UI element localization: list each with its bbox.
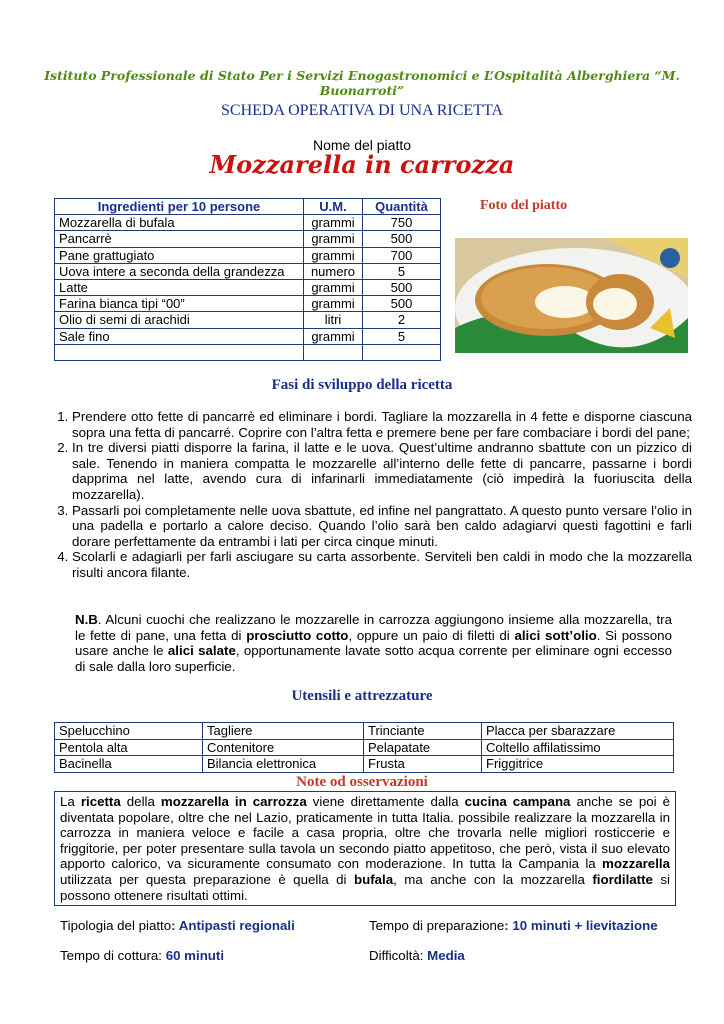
step-item: 2. In tre diversi piatti disporre la farina, il latte e le uova. Quest’ultime andranno sbattute con un pizzico di sale. Tenendo in maniera compatta le mozzarelle all’interno delle fette di pancarre, passarne i bordi dapprima nel latte, avendo cura di infarinarli immediatamente (ciò impedirà la fuoriuscita della mozzarella). <box>72 440 692 502</box>
step-item: 3. Passarli poi completamente nelle uova sbattute, ed infine nel pangrattato. A questo punto versare l’olio in una padella e portarlo a calore deciso. Quando l’olio sarà ben caldo adagiarvi questi fagottini e farli dorare perfettamente da entrambi i lati per circa cinque minuti. <box>72 503 692 550</box>
tool-cell: Placca per sbarazzare <box>482 723 674 740</box>
nb-bold: prosciutto cotto <box>246 627 349 643</box>
ingredient-unit <box>304 344 363 360</box>
ingredient-unit: grammi <box>304 215 363 231</box>
ingredient-unit: grammi <box>304 279 363 295</box>
tool-cell: Coltello affilatissimo <box>482 739 674 756</box>
ingredients-table <box>54 198 441 361</box>
notes-bold: bufala <box>353 871 394 887</box>
ingredients-header: Ingredienti per 10 persone <box>55 199 304 215</box>
notes-box <box>54 791 676 906</box>
tool-cell: Bilancia elettronica <box>203 756 364 773</box>
nb-text: , opportunamente lavate sotto acqua corrente per eliminare ogni eccesso di sale dalla loro superficie. <box>75 643 672 674</box>
dish-name: Mozzarella in carrozza <box>209 150 515 179</box>
ingredient-unit: grammi <box>304 247 363 263</box>
tools-row <box>55 739 674 756</box>
tool-cell: Tagliere <box>203 723 364 740</box>
tool-cell: Contenitore <box>203 739 364 756</box>
tipologia-value: : Antipasti regionali <box>171 918 295 933</box>
step-item: 4. Scolarli e adagiarli per farli asciugare su carta assorbente. Serviteli ben caldi in modo che la mozzarella risulti ancora filante. <box>72 549 692 580</box>
unit-header: U.M. <box>304 199 363 215</box>
ingredient-name: Farina bianca tipi “00” <box>55 296 304 312</box>
step-item: 1. Prendere otto fette di pancarrè ed eliminare i bordi. Tagliare la mozzarella in 4 fette e disporne ciascuna sopra una fetta di pancarré. Coprire con l’altra fetta e premere bene per fare combaciare i bordi del pane; <box>72 409 692 440</box>
phases-title: Fasi di sviluppo della ricetta <box>271 377 453 393</box>
notes-text: si possono ottenere risultati ottimi. <box>60 871 670 903</box>
notes-bold: mozzarella in carrozza <box>160 794 307 809</box>
steps-list <box>52 409 692 581</box>
ingredient-row <box>55 247 441 263</box>
dish-photo <box>455 238 688 353</box>
prep-time <box>369 918 658 933</box>
prep-time-label: Tempo di preparazione <box>369 918 505 933</box>
ingredient-unit: numero <box>304 263 363 279</box>
nb-bold: alici sott’olio <box>514 627 597 643</box>
nb-text: . Si possono usare anche le <box>75 627 672 659</box>
difficulty <box>369 948 465 963</box>
tools-row <box>55 723 674 740</box>
document-title: SCHEDA OPERATIVA DI UNA RICETTA <box>221 102 503 119</box>
ingredient-qty: 2 <box>363 312 441 328</box>
tool-cell: Pentola alta <box>55 739 203 756</box>
ingredient-name: Olio di semi di arachidi <box>55 312 304 328</box>
ingredient-row <box>55 263 441 279</box>
notes-bold: cucina campana <box>464 794 571 809</box>
ingredient-qty: 500 <box>363 231 441 247</box>
photo-title: Foto del piatto <box>480 198 568 213</box>
ingredient-qty: 5 <box>363 263 441 279</box>
ingredient-unit: grammi <box>304 231 363 247</box>
tools-title: Utensili e attrezzature <box>291 688 433 704</box>
notes-bold: mozzarella <box>602 856 670 872</box>
tools-row <box>55 756 674 773</box>
ingredient-row <box>55 215 441 231</box>
prep-time-value: : 10 minuti + lievitazione <box>504 918 658 933</box>
ingredient-qty: 500 <box>363 279 441 295</box>
ingredient-unit: grammi <box>304 296 363 312</box>
tools-table <box>54 722 674 773</box>
dish-label: Nome del piatto <box>312 137 412 153</box>
cook-time <box>60 948 224 963</box>
notes-text: La <box>60 794 81 809</box>
ingredient-qty: 700 <box>363 247 441 263</box>
ingredient-name: Uova intere a seconda della grandezza <box>55 263 304 279</box>
ingredient-name: Pane grattugiato <box>55 247 304 263</box>
tool-cell: Pelapatate <box>364 739 482 756</box>
ingredient-row <box>55 279 441 295</box>
ingredient-qty: 500 <box>363 296 441 312</box>
nb-text: . Alcuni cuochi che realizzano le mozzarelle in carrozza aggiungono insieme alla mozzarella, tra le fette di pane, una fetta di <box>75 612 672 643</box>
notes-bold: fiordilatte <box>592 871 653 887</box>
ingredient-row <box>55 312 441 328</box>
quantity-header: Quantità <box>363 199 441 215</box>
tool-cell: Friggitrice <box>482 756 674 773</box>
nb-paragraph <box>75 612 672 674</box>
notes-text: anche se poi è diventata popolare, oltre che nel Lazio, praticamente in tutta Italia. possibile realizzare la mozzarella in carrozza in maniera veloce e facile a casa propria, oltre che trovarla nelle migliori rosticcerie e friggitorie, per poter presentare sulla tavola un secondo piatto appetitoso, che però, vista il suo elevato apporto calorico, va sicuramente consumato con moderazione. In tutta la Campania la <box>60 794 670 872</box>
tool-cell: Frusta <box>364 756 482 773</box>
tipologia <box>60 918 295 933</box>
ingredient-qty <box>363 344 441 360</box>
ingredient-name: Pancarrè <box>55 231 304 247</box>
ingredient-unit: grammi <box>304 328 363 344</box>
tool-cell: Bacinella <box>55 756 203 773</box>
ingredient-qty: 750 <box>363 215 441 231</box>
ingredient-row <box>55 231 441 247</box>
ingredient-name: Sale fino <box>55 328 304 344</box>
nb-label: N.B <box>75 612 98 627</box>
nb-text: , oppure un paio di filetti di <box>348 627 515 643</box>
ingredient-qty: 5 <box>363 328 441 344</box>
ingredient-name <box>55 344 304 360</box>
ingredient-row <box>55 296 441 312</box>
difficulty-label: Difficoltà: <box>369 948 428 963</box>
ingredient-row <box>55 328 441 344</box>
tipologia-label: Tipologia del piatto <box>60 918 172 933</box>
ingredient-row <box>55 344 441 360</box>
notes-text: della <box>120 794 161 809</box>
ingredient-name: Mozzarella di bufala <box>55 215 304 231</box>
cook-time-value: 60 minuti <box>165 948 225 963</box>
tool-cell: Spelucchino <box>55 723 203 740</box>
cook-time-label: Tempo di cottura: <box>60 948 166 963</box>
tool-cell: Trinciante <box>364 723 482 740</box>
notes-title: Note od osservazioni <box>296 774 428 790</box>
institute-name: Istituto Professionale di Stato Per i Servizi Enogastronomici e L’Ospitalità Alberghiera “M. Buonarroti” <box>44 68 680 98</box>
notes-text: viene direttamente dalla <box>306 794 465 809</box>
notes-bold: ricetta <box>80 794 121 809</box>
notes-text: utilizzata per questa preparazione è quella di <box>60 871 354 887</box>
difficulty-value: Media <box>427 948 465 963</box>
ingredient-name: Latte <box>55 279 304 295</box>
ingredient-unit: litri <box>304 312 363 328</box>
notes-text: , ma anche con la mozzarella <box>393 871 593 887</box>
nb-bold: alici salate <box>167 643 236 659</box>
